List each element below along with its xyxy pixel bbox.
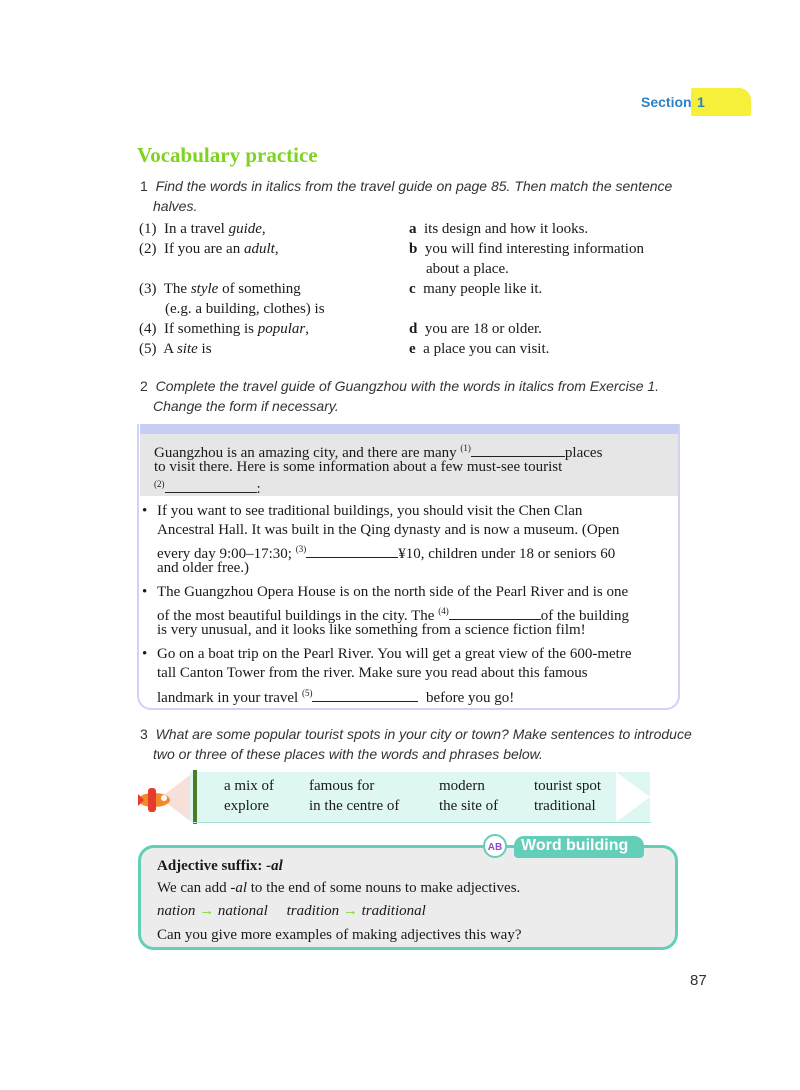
intro-line1: Guangzhou is an amazing city, and there are many $^{(1)}$ places xyxy=(154,443,603,461)
exercise3-instruction-line1: What are some popular tourist spots in your city or town? Make sentences to introduce xyxy=(155,726,692,742)
section-number: 1 xyxy=(697,94,705,110)
word-the-site-of: the site of xyxy=(439,798,499,814)
airplane-icon xyxy=(134,770,194,826)
exercise3-instruction-line2: two or three of these places with the words and phrases below. xyxy=(153,746,543,762)
arrow-right-icon: → xyxy=(199,903,215,919)
word-bank-arrow xyxy=(616,772,650,822)
word-explore: explore xyxy=(224,798,269,814)
match-left-1: (1) In a travel guide, xyxy=(139,221,266,237)
svg-text:AB: AB xyxy=(487,842,503,853)
word-bank-bar xyxy=(193,770,197,824)
word-traditional: traditional xyxy=(534,798,596,814)
arrow-right-icon: → xyxy=(342,903,358,919)
intro-line3: $^{(2)}$ : xyxy=(154,479,261,497)
b2-line3: is very unusual, and it looks like something from a science fiction film! xyxy=(157,622,586,638)
b1-line3: every day 9:00–17:30; $^{(3)}$ ¥10, children under 18 or seniors 60 xyxy=(157,544,616,562)
exercise2-number: 2 xyxy=(140,378,148,394)
word-building-icon xyxy=(482,834,512,858)
blank-4[interactable] xyxy=(449,605,541,620)
wb-heading: Adjective suffix: -al xyxy=(157,858,283,874)
b1-line2: Ancestral Hall. It was built in the Qing dynasty and is now a museum. (Open xyxy=(157,522,620,538)
word-tourist-spot: tourist spot xyxy=(534,778,602,794)
word-bank-underline xyxy=(193,822,651,823)
page-title: Vocabulary practice xyxy=(137,143,318,167)
wb-question: Can you give more examples of making adjectives this way? xyxy=(157,927,522,943)
b3-line1: Go on a boat trip on the Pearl River. You will get a great view of the 600-metre xyxy=(157,646,632,662)
exercise1-instruction xyxy=(140,176,672,196)
exercise2-instruction xyxy=(140,376,659,396)
exercise1-instruction-line1: Find the words in italics from the travel guide on page 85. Then match the sentence xyxy=(155,178,673,194)
bullet-3: • xyxy=(142,646,148,662)
b2-line1: The Guangzhou Opera House is on the north side of the Pearl River and is one xyxy=(157,584,629,600)
intro-line2: to visit there. Here is some information about a few must-see tourist xyxy=(154,459,563,475)
match-left-2: (2) If you are an adult, xyxy=(139,241,279,257)
exercise2-instruction-line2: Change the form if necessary. xyxy=(153,398,339,414)
b1-line1: If you want to see traditional buildings, you should visit the Chen Clan xyxy=(157,503,583,519)
exercise1-instruction-line2: halves. xyxy=(153,198,198,214)
word-famous-for: famous for xyxy=(309,778,375,794)
match-left-5: (5) A site is xyxy=(139,341,212,357)
page-number: 87 xyxy=(690,972,707,989)
wb-examples: nation → national tradition → traditional xyxy=(157,903,426,919)
word-in-the-centre-of: in the centre of xyxy=(309,798,400,814)
word-building-title: Word building xyxy=(521,837,629,854)
word-a-mix-of: a mix of xyxy=(224,778,274,794)
b1-line4: and older free.) xyxy=(157,560,250,576)
blank-5[interactable] xyxy=(312,687,418,702)
b3-line3: landmark in your travel $^{(5)}$ before you go! xyxy=(157,688,515,706)
match-right-b: b you will find interesting information xyxy=(409,241,644,257)
b2-line2: of the most beautiful buildings in the city. The $^{(4)}$ of the building xyxy=(157,606,630,624)
match-left-4: (4) If something is popular, xyxy=(139,321,310,337)
exercise2-instruction-line1: Complete the travel guide of Guangzhou with the words in italics from Exercise 1. xyxy=(155,378,660,394)
match-right-b-line2: about a place. xyxy=(426,261,509,277)
section-label: Section xyxy=(641,94,692,110)
wb-line2: We can add -al to the end of some nouns to make adjectives. xyxy=(157,880,521,896)
match-right-e: e a place you can visit. xyxy=(409,341,550,357)
exercise1-number: 1 xyxy=(140,178,148,194)
blank-2[interactable] xyxy=(165,478,257,493)
blank-3[interactable] xyxy=(306,543,398,558)
word-modern: modern xyxy=(439,778,485,794)
exercise3-number: 3 xyxy=(140,726,148,742)
bullet-1: • xyxy=(142,503,148,519)
match-left-3: (3) The style of something xyxy=(139,281,301,297)
exercise3-instruction xyxy=(140,724,692,744)
match-left-3-line2: (e.g. a building, clothes) is xyxy=(165,301,325,317)
match-right-a: a its design and how it looks. xyxy=(409,221,589,237)
match-right-c: c many people like it. xyxy=(409,281,543,297)
b3-line2: tall Canton Tower from the river. Make sure you read about this famous xyxy=(157,665,588,681)
bullet-2: • xyxy=(142,584,148,600)
match-right-d: d you are 18 or older. xyxy=(409,321,542,337)
blank-1[interactable] xyxy=(471,442,565,457)
